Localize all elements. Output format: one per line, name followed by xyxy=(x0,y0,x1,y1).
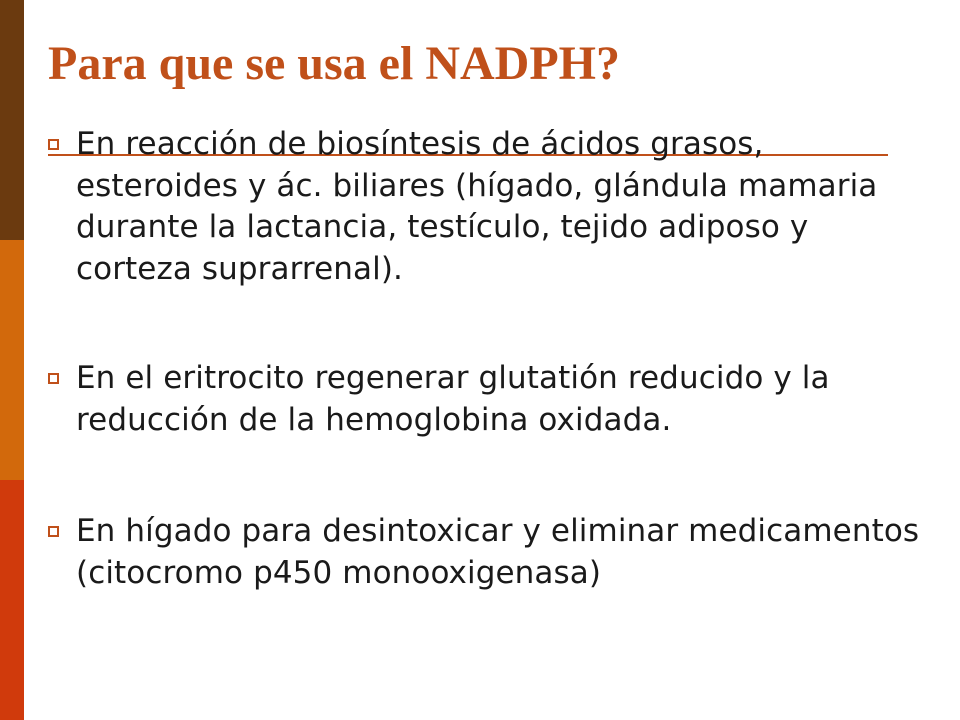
hollow-square-bullet-icon xyxy=(48,511,76,551)
bullet-item xyxy=(48,124,928,290)
hollow-square-bullet-icon xyxy=(48,358,76,398)
hollow-square-bullet-icon xyxy=(48,124,76,164)
bullet-text: En reacción de biosíntesis de ácidos grasos, esteroides y ác. biliares (hígado, glándula mamaria durante la lactancia, testículo, tejido adiposo y corteza suprarrenal). xyxy=(76,126,878,287)
sidebar-stripe-bottom xyxy=(0,480,24,720)
bullet-item xyxy=(48,358,928,441)
bullet-item xyxy=(48,511,928,594)
slide-title: Para que se usa el NADPH? xyxy=(48,37,620,90)
bullet-text: En el eritrocito regenerar glutatión reducido y la reducción de la hemoglobina oxidada. xyxy=(76,360,830,438)
sidebar-stripe-top xyxy=(0,0,24,240)
bullet-text: En hígado para desintoxicar y eliminar medicamentos (citocromo p450 monooxigenasa) xyxy=(76,513,920,591)
sidebar-stripe-middle xyxy=(0,240,24,480)
